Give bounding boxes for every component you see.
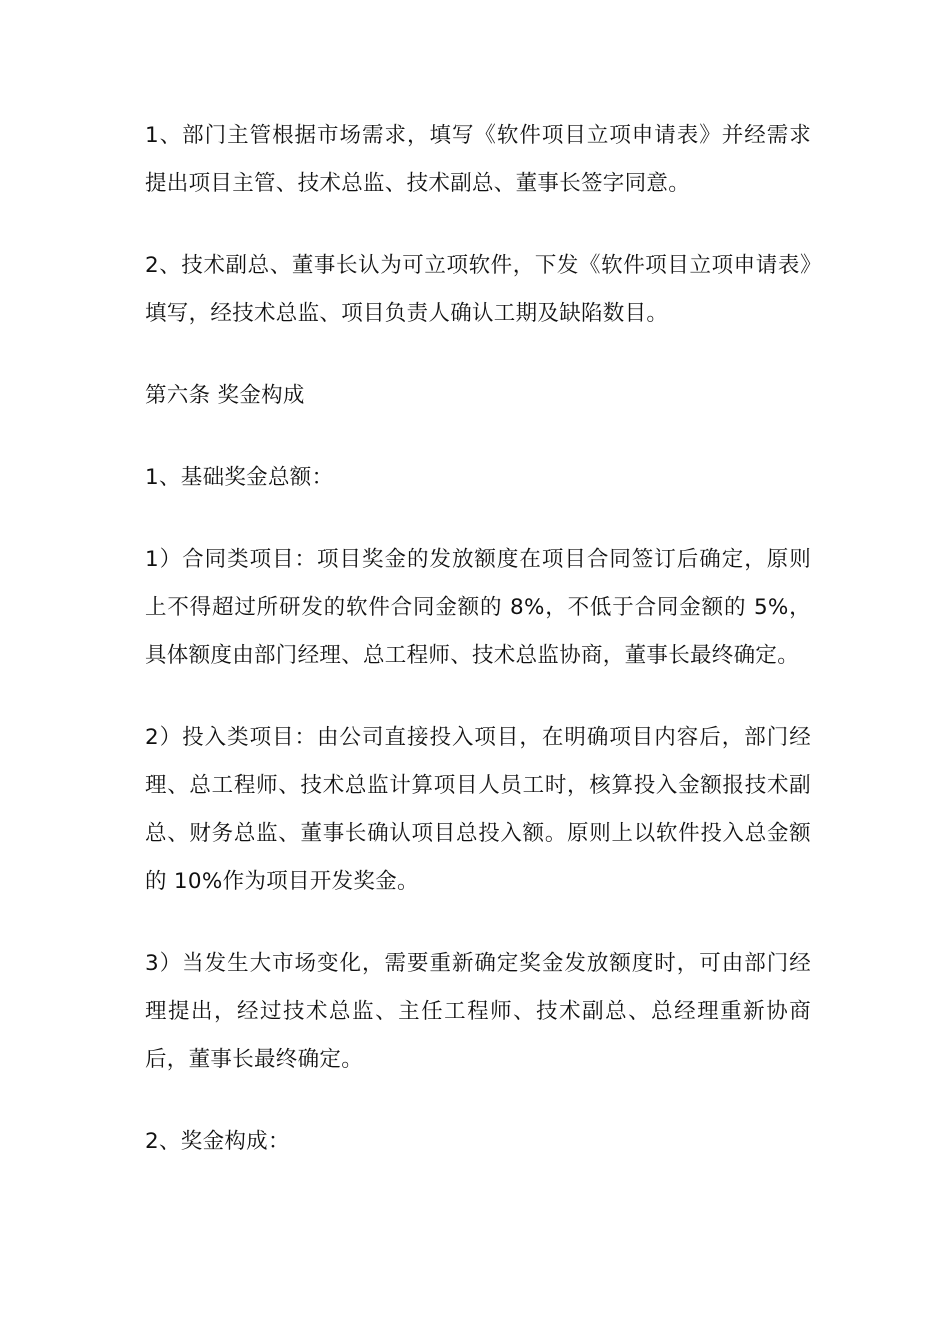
document-body [145, 112, 811, 1200]
paragraph-base-bonus-heading: 1、基础奖金总额： [145, 465, 334, 490]
paragraph-contract-projects: 1）合同类项目：项目奖金的发放额度在项目合同签订后确定，原则上不得超过所研发的软件合同金额的 8%，不低于合同金额的 5%，具体额度由部门经理、总工程师、技术总监协商，董事长最终确定。 [145, 547, 811, 668]
paragraph-market-change: 3）当发生大市场变化，需要重新确定奖金发放额度时，可由部门经理提出，经过技术总监、主任工程师、技术副总、总经理重新协商后，董事长最终确定。 [145, 951, 811, 1072]
paragraph-investment-projects: 2）投入类项目：由公司直接投入项目，在明确项目内容后，部门经理、总工程师、技术总监计算项目人员工时，核算投入金额报技术副总、财务总监、董事长确认项目总投入额。原则上以软件投入总金额的 10%作为项目开发奖金。 [145, 725, 811, 894]
paragraph-approval-step-2: 2、技术副总、董事长认为可立项软件，下发《软件项目立项申请表》填写，经技术总监、项目负责人确认工期及缺陷数目。 [145, 253, 811, 326]
section-heading-article-6: 第六条 奖金构成 [145, 383, 305, 408]
paragraph-approval-step-1: 1、部门主管根据市场需求，填写《软件项目立项申请表》并经需求提出项目主管、技术总监、技术副总、董事长签字同意。 [145, 123, 811, 196]
paragraph-bonus-structure-heading: 2、奖金构成： [145, 1129, 290, 1154]
